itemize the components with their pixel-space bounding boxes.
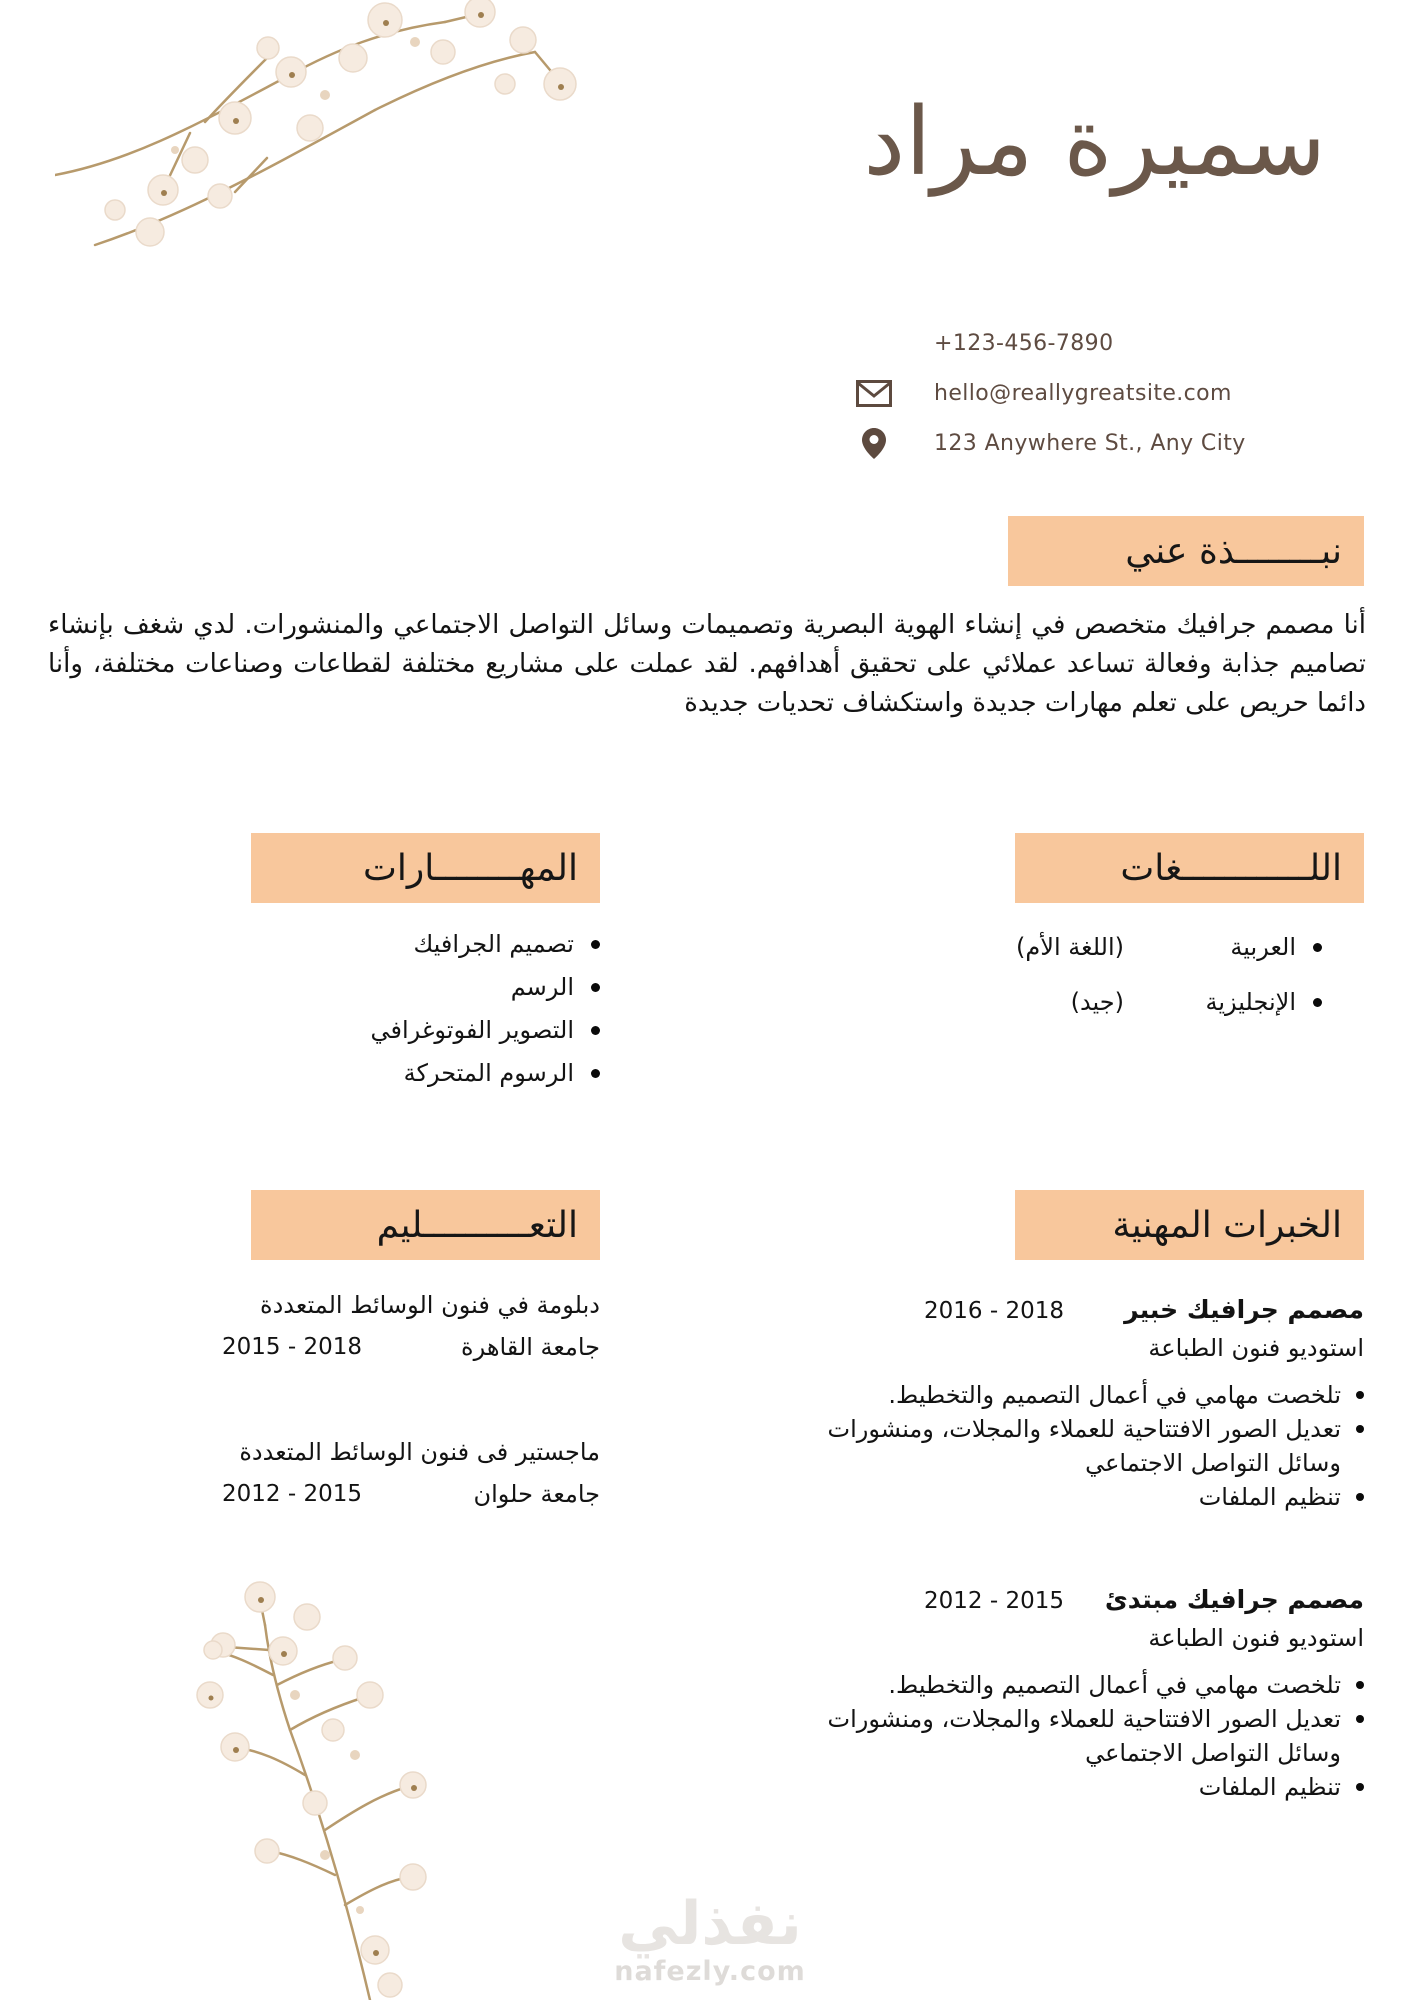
bullet-dot [1356,1493,1364,1501]
street-address: 123 Anywhere St., Any City [934,431,1246,456]
flower-bottom-svg [165,1555,495,2000]
skill-item [220,972,600,1002]
language-name: العربية [1230,933,1296,961]
candidate-name: سميرة مراد [863,88,1326,197]
skills-list [220,929,600,1101]
contact-block [856,328,1246,478]
section-heading-about: نبــــــــذة عني [1008,516,1364,586]
experience-list [818,1294,1364,1804]
job-bullet-text: تلخصت مهامي في أعمال التصميم والتخطيط. [888,1381,1341,1409]
envelope-icon [856,380,892,407]
job-title: مصمم جرافيك خبير [1124,1295,1364,1324]
job-dates: 2012 - 2015 [924,1588,1064,1614]
company-name: استوديو فنون الطباعة [1148,1334,1364,1362]
bullet-dot [591,1069,600,1078]
contact-phone-row [856,328,1246,359]
watermark [585,1889,835,1987]
bullet-dot [1356,1391,1364,1399]
map-pin-icon [856,428,892,459]
education-entry [222,1436,600,1510]
degree-title: دبلومة في فنون الوسائط المتعددة [260,1291,600,1319]
job-bullet [818,1480,1364,1514]
bullet-dot [1356,1783,1364,1791]
job-bullet [818,1770,1364,1804]
bullet-dot [591,983,600,992]
section-heading-experience: الخبرات المهنية [1015,1190,1364,1260]
experience-head-row [818,1584,1364,1616]
education-dates: 2012 - 2015 [222,1481,362,1507]
section-heading-education: التعــــــــــليم [251,1190,600,1260]
language-level: (اللغة الأم) [1016,933,1124,961]
phone-number: +123-456-7890 [934,331,1114,356]
bullet-dot [1313,998,1322,1007]
job-bullet [818,1412,1364,1480]
bullet-dot [1313,943,1322,952]
skill-label: الرسوم المتحركة [403,1059,574,1087]
job-bullet-text: تلخصت مهامي في أعمال التصميم والتخطيط. [888,1671,1341,1699]
bullet-dot [591,940,600,949]
flower-decoration-bottom [165,1555,495,2000]
school-name: جامعة حلوان [473,1480,600,1508]
education-dates: 2015 - 2018 [222,1334,362,1360]
language-name-wrap [1124,932,1322,962]
education-meta-row [222,1331,600,1363]
skill-label: تصميم الجرافيك [413,930,574,958]
contact-email-row [856,378,1246,409]
language-level: (جيد) [1070,988,1124,1016]
skill-label: التصوير الفوتوغرافي [370,1016,574,1044]
job-bullet-text: تعديل الصور الافتتاحية للعملاء والمجلات، ومنشورات وسائل التواصل الاجتماعي [827,1705,1341,1767]
job-title: مصمم جرافيك مبتدئ [1104,1585,1364,1614]
language-name: الإنجليزية [1205,988,1296,1016]
skill-label: الرسم [510,973,574,1001]
skill-item [220,1058,600,1088]
about-paragraph: أنا مصمم جرافيك متخصص في إنشاء الهوية البصرية وتصميمات وسائل التواصل الاجتماعي والمنشورات. لدي شغف بإنشاء تصاميم جذابة وفعالة تساعد عملائي على تحقيق أهدافهم. لقد عملت على مشاريع مختلفة لقطاعات وصناعات مختلفة، وأنا دائما حريص على تعلم مهارات جديدة واستكشاف تحديات جديدة [48,610,1366,718]
flower-decoration-top [55,0,655,274]
job-bullet [818,1378,1364,1412]
experience-entry [818,1294,1364,1514]
bullet-dot [1356,1715,1364,1723]
experience-head-row [818,1294,1364,1326]
language-item [970,932,1322,962]
degree-title: ماجستير فى فنون الوسائط المتعددة [239,1438,600,1466]
job-bullets [818,1378,1364,1514]
job-bullet-text: تعديل الصور الافتتاحية للعملاء والمجلات، ومنشورات وسائل التواصل الاجتماعي [827,1415,1341,1477]
education-list [222,1289,600,1583]
job-bullet-text: تنظيم الملفات [1198,1773,1341,1801]
education-entry [222,1289,600,1363]
job-dates: 2016 - 2018 [924,1298,1064,1324]
section-heading-languages: اللــــــــــــغات [1015,833,1364,903]
job-bullets [818,1668,1364,1804]
languages-list [970,932,1322,1042]
flower-top-svg [55,0,655,270]
bullet-dot [591,1026,600,1035]
watermark-logo: نفذلي [618,1889,802,1959]
email-address: hello@reallygreatsite.com [934,381,1232,406]
experience-entry [818,1584,1364,1804]
company-name: استوديو فنون الطباعة [1148,1624,1364,1652]
bullet-dot [1356,1425,1364,1433]
school-name: جامعة القاهرة [461,1333,600,1361]
contact-address-row [856,428,1246,459]
job-bullet [818,1702,1364,1770]
skill-item [220,929,600,959]
section-heading-skills: المهــــــــارات [251,833,600,903]
education-meta-row [222,1478,600,1510]
bullet-dot [1356,1681,1364,1689]
language-name-wrap [1124,987,1322,1017]
watermark-site: nafezly.com [614,1956,806,1987]
job-bullet-text: تنظيم الملفات [1198,1483,1341,1511]
job-bullet [818,1668,1364,1702]
language-item [970,987,1322,1017]
skill-item [220,1015,600,1045]
